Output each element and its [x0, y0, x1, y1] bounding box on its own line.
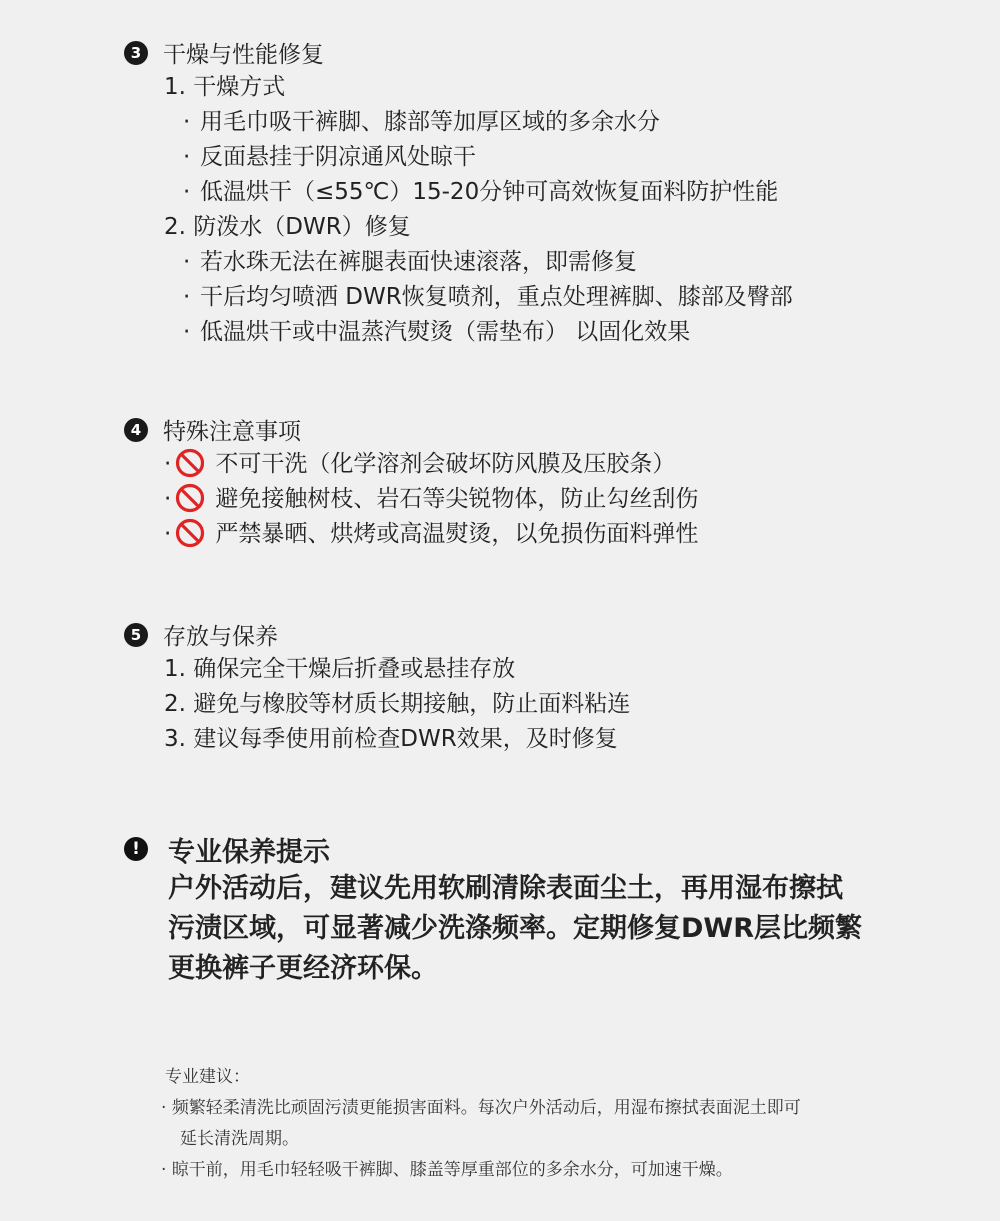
tip-line: 更换裤子更经济环保。 [168, 953, 438, 984]
bullet: · [161, 1098, 167, 1118]
section-header [124, 35, 984, 70]
list-item-text: 低温烘干（≤55℃）15-20分钟可高效恢复面料防护性能 [200, 179, 779, 205]
list-item-text: 干后均匀喷洒 DWR恢复喷剂，重点处理裤脚、膝部及臀部 [200, 284, 793, 310]
subheading-drying-method: 1. 干燥方式 [164, 74, 286, 100]
list-item-text: 严禁暴晒、烘烤或高温熨烫，以免损伤面料弹性 [215, 521, 699, 547]
list-item-text: 避免接触树枝、岩石等尖锐物体，防止勾丝刮伤 [215, 486, 699, 512]
bullet: · [161, 1160, 167, 1180]
subheading-dwr-repair: 2. 防泼水（DWR）修复 [164, 214, 411, 240]
tip-line: 户外活动后，建议先用软刷清除表面尘土，再用湿布擦拭 [168, 873, 843, 904]
note-item [161, 1155, 965, 1186]
list-item: 3. 建议每季使用前检查DWR效果，及时修复 [164, 726, 618, 752]
section-header [124, 617, 984, 652]
no-entry-icon [175, 518, 205, 548]
bullet: · [183, 284, 191, 310]
list-item-text: 不可干洗（化学溶剂会破坏防风膜及压胶条） [215, 451, 676, 477]
no-entry-icon [175, 483, 205, 513]
bullet: · [183, 249, 191, 275]
tip-body [124, 869, 984, 989]
list-item [124, 245, 984, 280]
tip-line: 污渍区域，可显著减少洗涤频率。定期修复DWR层比频繁 [168, 913, 862, 944]
list-item [124, 140, 984, 175]
section-title: 存放与保养 [163, 624, 278, 650]
no-entry-icon [175, 448, 205, 478]
list-item: 2. 避免与橡胶等材质长期接触，防止面料粘连 [164, 691, 631, 717]
section-special-notes [124, 412, 984, 552]
section-drying [124, 35, 984, 350]
note-item-text: 晾干前，用毛巾轻轻吸干裤脚、膝盖等厚重部位的多余水分，可加速干燥。 [171, 1160, 733, 1180]
list-item-text: 反面悬挂于阴凉通风处晾干 [200, 144, 476, 170]
list-item-text: 低温烘干或中温蒸汽熨烫（需垫布） 以固化效果 [200, 319, 691, 345]
number-5-badge-icon: 5 [124, 623, 148, 647]
exclamation-icon: ! [124, 837, 148, 861]
list-item [124, 280, 984, 315]
note-item [161, 1093, 965, 1124]
note-item-continuation: 延长清洗周期。 [180, 1129, 299, 1149]
tip-header [124, 829, 984, 869]
list-item [124, 175, 984, 210]
note-item-text: 频繁轻柔清洗比顽固污渍更能损害面料。每次户外活动后，用湿布擦拭表面泥土即可 [171, 1098, 801, 1118]
number-4-badge-icon: 4 [124, 418, 148, 442]
section-title: 干燥与性能修复 [163, 42, 324, 68]
number-3-badge-icon: 3 [124, 41, 148, 65]
bullet: · [183, 109, 191, 135]
list-item: 1. 确保完全干燥后折叠或悬挂存放 [164, 656, 516, 682]
section-header [124, 412, 984, 447]
list-item [124, 105, 984, 140]
list-item-text: 若水珠无法在裤腿表面快速滚落，即需修复 [200, 249, 637, 275]
bullet: · [164, 451, 172, 477]
bullet: · [164, 521, 172, 547]
tip-title: 专业保养提示 [168, 836, 330, 868]
list-item [124, 517, 984, 552]
list-item [124, 482, 984, 517]
list-item [124, 315, 984, 350]
bullet: · [183, 179, 191, 205]
list-item [124, 447, 984, 482]
note-title: 专业建议： [165, 1067, 250, 1087]
advice-note [161, 1062, 965, 1186]
bullet: · [164, 486, 172, 512]
section-title: 特殊注意事项 [163, 419, 301, 445]
section-storage [124, 617, 984, 757]
list-item-text: 用毛巾吸干裤脚、膝部等加厚区域的多余水分 [200, 109, 660, 135]
pro-tip-block [124, 829, 984, 989]
bullet: · [183, 144, 191, 170]
bullet: · [183, 319, 191, 345]
